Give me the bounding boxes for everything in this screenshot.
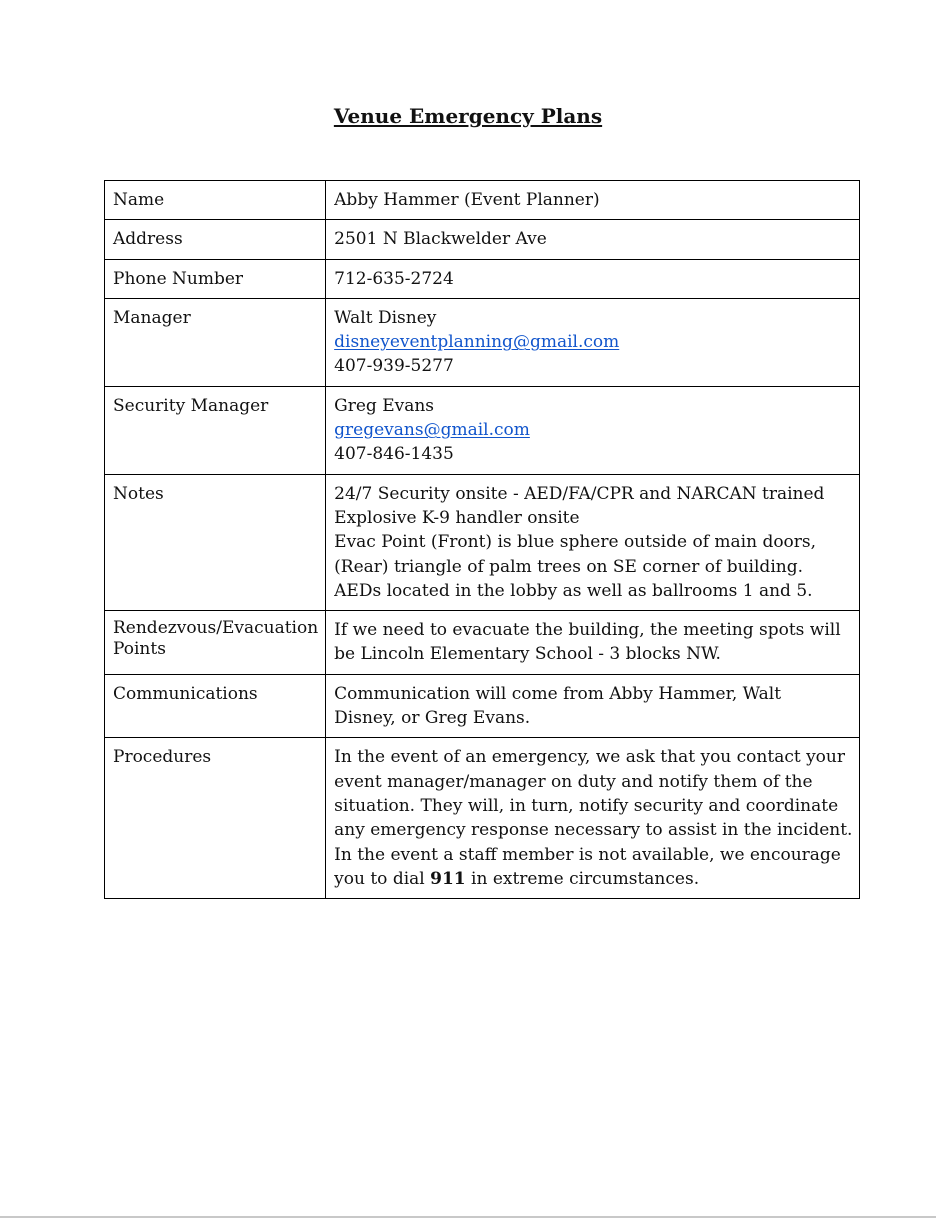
emergency-number: 911: [430, 868, 466, 889]
table-row-name: [105, 181, 860, 220]
row-value: 712-635-2724: [326, 259, 860, 298]
procedures-line-last: [334, 867, 852, 891]
notes-line: Explosive K-9 handler onsite: [334, 507, 580, 528]
manager-name: Walt Disney: [334, 307, 437, 328]
row-label: Procedures: [105, 738, 326, 899]
procedures-line: In the event a staff member is not available, we encourage: [334, 844, 841, 865]
row-value: Abby Hammer (Event Planner): [326, 181, 860, 220]
security-manager-phone: 407-846-1435: [334, 444, 454, 465]
row-label: Notes: [105, 474, 326, 610]
table-row-address: [105, 220, 860, 259]
communications-line: Communication will come from Abby Hammer, Walt: [334, 683, 782, 704]
communications-line: Disney, or Greg Evans.: [334, 708, 531, 729]
row-label-line: Rendezvous/Evacuation: [113, 618, 319, 639]
row-value: [326, 738, 860, 899]
row-label: Communications: [105, 674, 326, 738]
notes-line: (Rear) triangle of palm trees on SE corner of building.: [334, 556, 803, 577]
row-label: Security Manager: [105, 386, 326, 474]
row-value: [326, 386, 860, 474]
table-row-rendezvous: [105, 611, 860, 675]
manager-phone: 407-939-5277: [334, 356, 454, 377]
row-label: Manager: [105, 298, 326, 386]
table-row-notes: [105, 474, 860, 610]
table-row-manager: [105, 298, 860, 386]
row-value: [326, 298, 860, 386]
row-value: [326, 674, 860, 738]
table-row-phone: [105, 259, 860, 298]
row-label: Name: [105, 181, 326, 220]
table-row-procedures: [105, 738, 860, 899]
security-manager-email-link[interactable]: gregevans@gmail.com: [334, 420, 530, 441]
table-row-communications: [105, 674, 860, 738]
row-value: [326, 474, 860, 610]
rendezvous-line: If we need to evacuate the building, the meeting spots will: [334, 620, 841, 641]
rendezvous-line: be Lincoln Elementary School - 3 blocks NW.: [334, 644, 721, 665]
row-label: Address: [105, 220, 326, 259]
emergency-plan-table: [104, 180, 860, 899]
notes-line: 24/7 Security onsite - AED/FA/CPR and NARCAN trained: [334, 483, 825, 504]
row-label: Phone Number: [105, 259, 326, 298]
procedures-line: situation. They will, in turn, notify security and coordinate: [334, 795, 839, 816]
manager-email-link[interactable]: disneyeventplanning@gmail.com: [334, 332, 620, 353]
table-row-security-manager: [105, 386, 860, 474]
procedures-text: you to dial: [334, 868, 431, 889]
security-manager-name: Greg Evans: [334, 395, 435, 416]
procedures-line: any emergency response necessary to assist in the incident.: [334, 820, 853, 841]
row-value: [326, 611, 860, 675]
notes-line: AEDs located in the lobby as well as ballrooms 1 and 5.: [334, 580, 813, 601]
procedures-line: event manager/manager on duty and notify them of the: [334, 771, 813, 792]
procedures-text: in extreme circumstances.: [465, 868, 700, 889]
document-title: Venue Emergency Plans: [333, 104, 603, 128]
procedures-line: In the event of an emergency, we ask that you contact your: [334, 747, 845, 768]
row-value: 2501 N Blackwelder Ave: [326, 220, 860, 259]
notes-line: Evac Point (Front) is blue sphere outside of main doors,: [334, 532, 817, 553]
row-label: [105, 611, 326, 675]
row-label-line: Points: [113, 639, 166, 660]
